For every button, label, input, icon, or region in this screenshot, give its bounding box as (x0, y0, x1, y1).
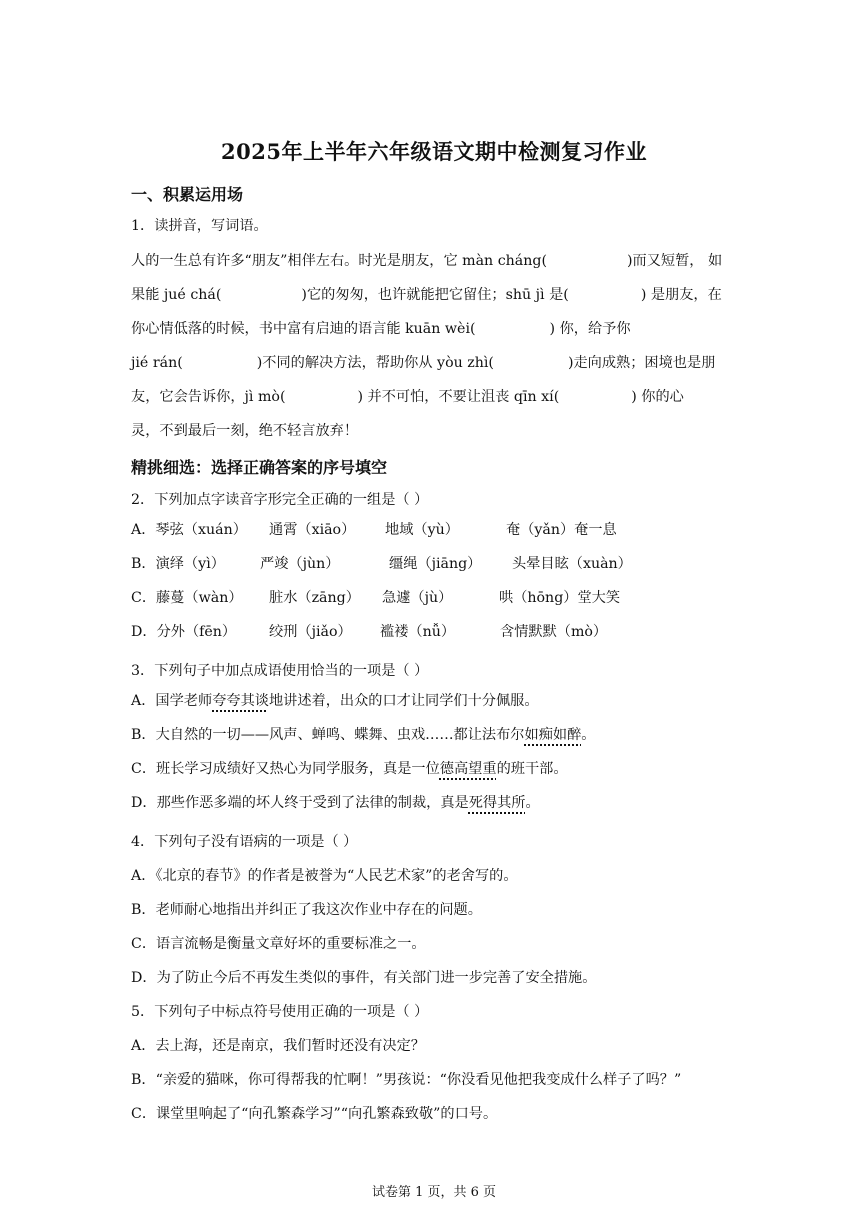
q4-option-d: D．为了防止今后不再发生类似的事件，有关部门进一步完善了安全措施。 (131, 970, 597, 986)
q1-stem: 1．读拼音，写词语。 (131, 218, 268, 234)
q1-row-1 (131, 250, 722, 270)
q2-option-d-item: 含情默默（mò） (500, 624, 608, 640)
q2-option-c-item: 脏水（zāng） (269, 590, 360, 606)
q3-option-text: 。 (581, 727, 596, 743)
q4-option-b: B．老师耐心地指出并纠正了我这次作业中存在的问题。 (131, 902, 482, 918)
q1-text: jié rán( (131, 355, 183, 371)
q1-text: ) 你的心 (631, 389, 684, 405)
q3-option-text: D．那些作恶多端的坏人终于受到了法律的制裁，真是 (131, 795, 469, 811)
q2-option-a-item: 奄（yǎn）奄一息 (506, 522, 617, 538)
section-heading-1: 一、积累运用场 (131, 185, 244, 204)
q2-option-a-item: 地域（yù） (385, 522, 459, 538)
q1-text: ) 是朋友，在 (640, 287, 722, 303)
q3-option-a (131, 690, 539, 710)
dotted-idiom: 如痴如醉 (524, 727, 582, 743)
q3-option-text: 。 (525, 795, 540, 811)
q5-option-a: A．去上海，还是南京，我们暂时还没有决定？ (131, 1038, 425, 1054)
q1-row-4 (131, 352, 715, 372)
q3-option-b (131, 724, 595, 744)
q5-stem: 5．下列句子中标点符号使用正确的一项是（ ） (131, 1004, 429, 1020)
page-footer: 试卷第 1 页，共 6 页 (371, 1185, 497, 1200)
q4-stem: 4．下列句子没有语病的一项是（ ） (131, 834, 358, 850)
section-heading-2: 精挑细选：选择正确答案的序号填空 (131, 458, 388, 477)
q2-option-c-item: 哄（hōng）堂大笑 (499, 590, 621, 606)
q1-text: ) 并不可怕，不要让沮丧 qīn xí( (357, 389, 560, 405)
q2-option-c-item: C．藤蔓（wàn） (131, 590, 243, 606)
q1-text: 友，它会告诉你，jì mò( (131, 389, 286, 405)
q1-row-6 (131, 420, 358, 440)
q3-option-text: 的班干部。 (496, 761, 568, 777)
q3-option-text: C．班长学习成绩好又热心为同学服务，真是一位 (131, 761, 440, 777)
q1-text: )而又短暂， 如 (627, 253, 723, 269)
q3-option-text: 地讲述着，出众的口才让同学们十分佩服。 (268, 693, 539, 709)
q1-text: 果能 jué chá( (131, 287, 222, 303)
q1-row-3 (131, 318, 631, 338)
q1-row-2 (131, 284, 722, 304)
q3-option-d (131, 792, 540, 812)
q4-option-a: A．《北京的春节》的作者是被誉为“人民艺术家”的老舍写的。 (131, 868, 518, 884)
q3-option-c (131, 758, 568, 778)
q1-text: 灵，不到最后一刻，绝不轻言放弃！ (131, 423, 359, 439)
q2-option-c-item: 急遽（jù） (382, 590, 453, 606)
q2-option-a-item: A．琴弦（xuán） (131, 522, 247, 538)
q2-option-b-item: B．演绎（yì） (131, 556, 225, 572)
q5-option-b: B．“亲爱的猫咪，你可得帮我的忙啊！”男孩说：“你没看见他把我变成什么样子了吗？” (131, 1072, 682, 1088)
q2-option-a-item: 通霄（xiāo） (269, 522, 356, 538)
q1-text: 你心情低落的时候，书中富有启迪的语言能 kuān wèi( (131, 321, 476, 337)
q1-text: )走向成熟；困境也是朋 (567, 355, 716, 371)
q2-option-b-item: 缰绳（jiāng） (389, 556, 482, 572)
page-title: 2025年上半年六年级语文期中检测复习作业 (221, 139, 647, 164)
dotted-idiom: 夸夸其谈 (212, 693, 269, 709)
q1-row-5 (131, 386, 684, 406)
q2-stem: 2．下列加点字读音字形完全正确的一组是（ ） (131, 492, 429, 508)
q5-option-c: C．课堂里响起了“向孔繁森学习”“向孔繁森致敬”的口号。 (131, 1106, 498, 1122)
q2-option-b-item: 头晕目眩（xuàn） (512, 556, 632, 572)
q1-text: 人的一生总有许多“朋友”相伴左右。时光是朋友，它 màn cháng( (131, 253, 547, 269)
q1-text: )它的匆匆，也许就能把它留住；shū jì 是( (301, 287, 569, 303)
q2-option-d-item: 褴褛（nǚ） (380, 624, 456, 640)
q2-option-d-item: D．分外（fēn） (131, 624, 237, 640)
q1-text: ) 你，给予你 (549, 321, 631, 337)
dotted-idiom: 死得其所 (468, 795, 526, 811)
q3-option-text: A．国学老师 (131, 693, 213, 709)
q1-text: )不同的解决方法，帮助你从 yòu zhì( (256, 355, 494, 371)
q3-option-text: B．大自然的一切——风声、蝉鸣、蝶舞、虫戏……都让法布尔 (131, 727, 525, 743)
q2-option-d-item: 绞刑（jiǎo） (269, 624, 352, 640)
q2-option-b-item: 严竣（jùn） (260, 556, 340, 572)
q4-option-c: C．语言流畅是衡量文章好坏的重要标准之一。 (131, 936, 426, 952)
dotted-idiom: 德高望重 (439, 761, 497, 777)
q3-stem: 3．下列句子中加点成语使用恰当的一项是（ ） (131, 663, 429, 679)
